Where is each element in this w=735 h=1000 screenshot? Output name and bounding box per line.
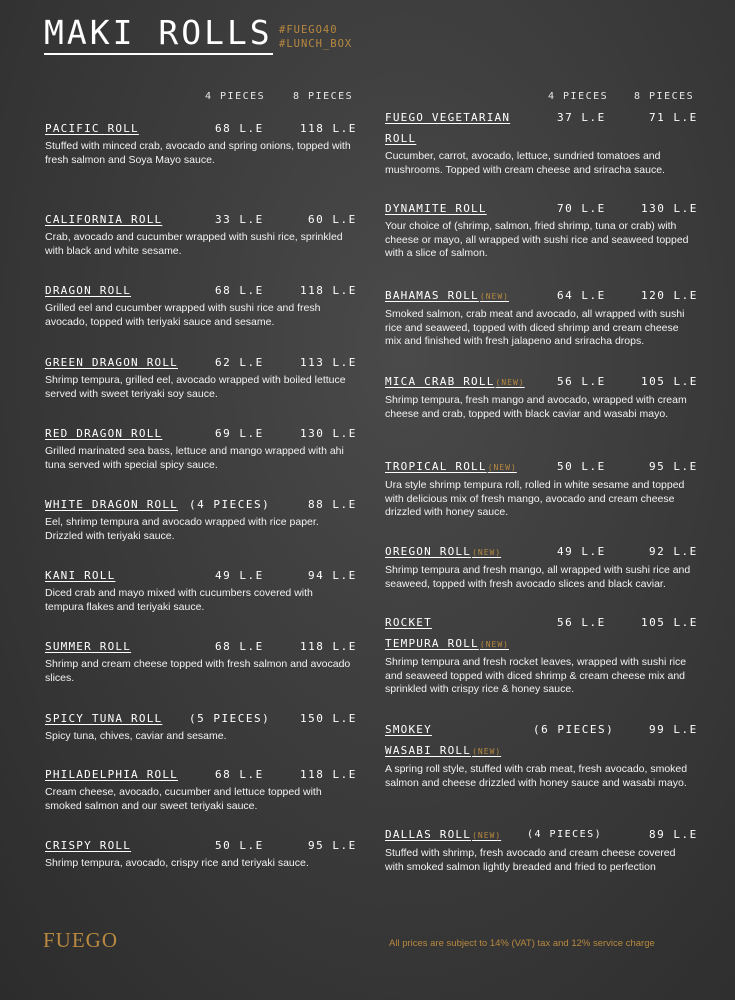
- item-description: Smoked salmon, crab meat and avocado, all wrapped with sushi rice and seaweed, topped with diced shrimp and cream cheese mix and finished with fresh jalapeno and sriracha drops.: [385, 308, 685, 347]
- item-name-text: DALLAS ROLL: [385, 828, 472, 841]
- price-8: 95 L.E: [649, 460, 698, 473]
- hashtag-fuego40: #FUEGO40: [279, 24, 338, 36]
- price: 88 L.E: [308, 498, 357, 511]
- item-description: Shrimp tempura, fresh mango and avocado, wrapped with cream cheese and crab, topped with black caviar and wasabi mayo.: [385, 394, 687, 420]
- price-4: 49 L.E: [557, 545, 606, 558]
- price-8: 92 L.E: [649, 545, 698, 558]
- menu-item-fuego-vegetarian-roll: [385, 111, 698, 177]
- piece-count: (4 PIECES): [189, 498, 271, 511]
- item-description: Cucumber, carrot, avocado, lettuce, sundried tomatoes and mushrooms. Topped with cream cheese and sriracha sauce.: [385, 150, 665, 176]
- item-description: Eel, shrimp tempura and avocado wrapped with rice paper. Drizzled with teriyaki sauce.: [45, 516, 319, 542]
- item-name: SMOKEY: [385, 723, 432, 736]
- new-badge: (NEW): [487, 463, 517, 472]
- fuego-logo: FUEGO: [43, 928, 119, 952]
- menu-title: MAKI ROLLS: [44, 14, 273, 55]
- price-8: 120 L.E: [641, 289, 698, 302]
- item-name: WHITE DRAGON ROLL: [45, 498, 178, 511]
- price-4: 64 L.E: [557, 289, 606, 302]
- item-name-text: MICA CRAB ROLL: [385, 375, 495, 388]
- price-8: 118 L.E: [300, 640, 357, 653]
- price-8: 130 L.E: [641, 202, 698, 215]
- hashtags: [279, 23, 352, 51]
- new-badge: (NEW): [479, 640, 509, 649]
- item-name-text: WASABI ROLL: [385, 744, 472, 757]
- price-8: 95 L.E: [308, 839, 357, 852]
- price: 99 L.E: [649, 723, 698, 736]
- price-8: 71 L.E: [649, 111, 698, 124]
- menu-item-red-dragon-roll: [45, 427, 357, 472]
- menu-item-mica-crab-roll: [385, 375, 698, 421]
- menu-item-dynamite-roll: [385, 202, 698, 261]
- price-4: 37 L.E: [557, 111, 606, 124]
- price-8: 60 L.E: [308, 213, 357, 226]
- item-name: PHILADELPHIA ROLL: [45, 768, 178, 781]
- price-8: 118 L.E: [300, 122, 357, 135]
- header-8-pieces: 8 PIECES: [634, 91, 695, 102]
- piece-count: (6 PIECES): [533, 723, 615, 736]
- item-description: Cream cheese, avocado, cucumber and lettuce topped with smoked salmon and our sweet teriyaki sauce.: [45, 786, 322, 812]
- item-name-text: BAHAMAS ROLL: [385, 289, 479, 302]
- item-description: Stuffed with minced crab, avocado and spring onions, topped with fresh salmon and Soya Mayo sauce.: [45, 140, 351, 166]
- price-4: 68 L.E: [215, 122, 264, 135]
- menu-item-rocket-tempura-roll: [385, 616, 698, 697]
- menu-item-pacific-roll: [45, 122, 357, 167]
- item-description: Shrimp tempura and fresh rocket leaves, wrapped with sushi rice and seaweed topped with diced shrimp & cream cheese mix and sprinkled with crispy rice & honey sauce.: [385, 656, 687, 695]
- item-name: KANI ROLL: [45, 569, 116, 582]
- price-4: 62 L.E: [215, 356, 264, 369]
- item-name: RED DRAGON ROLL: [45, 427, 163, 440]
- price-8: 94 L.E: [308, 569, 357, 582]
- item-name-text: TROPICAL ROLL: [385, 460, 487, 473]
- item-name: ROCKET: [385, 616, 432, 629]
- item-description: Your choice of (shrimp, salmon, fried shrimp, tuna or crab) with cheese or mayo, all wrapped with sushi rice and seaweed topped with a slice of salmon.: [385, 220, 689, 259]
- item-name: [385, 545, 693, 560]
- item-name-text: TEMPURA ROLL: [385, 637, 479, 650]
- price-8: 130 L.E: [300, 427, 357, 440]
- menu-item-dragon-roll: [45, 284, 357, 329]
- menu-item-green-dragon-roll: [45, 356, 357, 401]
- piece-count: (5 PIECES): [189, 712, 271, 725]
- price-8: 105 L.E: [641, 616, 698, 629]
- item-name: FUEGO VEGETARIAN: [385, 111, 511, 124]
- price-4: 70 L.E: [557, 202, 606, 215]
- header-4-pieces: 4 PIECES: [205, 91, 266, 102]
- menu-item-california-roll: [45, 213, 357, 258]
- header-8-pieces: 8 PIECES: [293, 91, 354, 102]
- menu-item-philadelphia-roll: [45, 768, 357, 813]
- item-description: Grilled marinated sea bass, lettuce and mango wrapped with ahi tuna served with special spicy sauce.: [45, 445, 344, 471]
- item-name: SPICY TUNA ROLL: [45, 712, 163, 725]
- price-4: 68 L.E: [215, 284, 264, 297]
- item-name: SUMMER ROLL: [45, 640, 132, 653]
- price-4: 68 L.E: [215, 768, 264, 781]
- price-8: 105 L.E: [641, 375, 698, 388]
- hashtag-lunch-box: #LUNCH_BOX: [279, 38, 353, 50]
- item-description: Shrimp and cream cheese topped with fresh salmon and avocado slices.: [45, 658, 351, 684]
- item-name: [385, 460, 693, 475]
- item-description: Shrimp tempura and fresh mango, all wrapped with sushi rice and seaweed, topped with fresh avocado slices and black caviar.: [385, 564, 691, 590]
- item-name: DYNAMITE ROLL: [385, 202, 487, 215]
- price-8: 113 L.E: [300, 356, 357, 369]
- menu-item-dallas-roll: [385, 828, 698, 874]
- item-name: GREEN DRAGON ROLL: [45, 356, 178, 369]
- price-disclaimer: All prices are subject to 14% (VAT) tax and 12% service charge: [389, 938, 655, 949]
- item-name-text: OREGON ROLL: [385, 545, 472, 558]
- price-8: 118 L.E: [300, 284, 357, 297]
- price-4: 49 L.E: [215, 569, 264, 582]
- item-description: Grilled eel and cucumber wrapped with sushi rice and fresh avocado, topped with teriyaki sauce and sesame.: [45, 302, 321, 328]
- menu-item-crispy-roll: [45, 839, 357, 871]
- price-8: 118 L.E: [300, 768, 357, 781]
- item-description: Spicy tuna, chives, caviar and sesame.: [45, 730, 227, 742]
- price-4: 56 L.E: [557, 375, 606, 388]
- new-badge: (NEW): [479, 292, 509, 301]
- item-description: Crab, avocado and cucumber wrapped with sushi rice, sprinkled with black and white sesame.: [45, 231, 343, 257]
- price-4: 68 L.E: [215, 640, 264, 653]
- item-name: CALIFORNIA ROLL: [45, 213, 163, 226]
- item-name: CRISPY ROLL: [45, 839, 132, 852]
- piece-count: (4 PIECES): [527, 829, 603, 840]
- price-4: 50 L.E: [215, 839, 264, 852]
- price-4: 50 L.E: [557, 460, 606, 473]
- item-name: PACIFIC ROLL: [45, 122, 139, 135]
- price-4: 56 L.E: [557, 616, 606, 629]
- menu-item-tropical-roll: [385, 460, 698, 520]
- price: 150 L.E: [300, 712, 357, 725]
- item-description: Stuffed with shrimp, fresh avocado and cream cheese covered with smoked salmon lightly breaded and fried to perfection: [385, 847, 676, 873]
- item-name: DRAGON ROLL: [45, 284, 132, 297]
- menu-item-smokey-wasabi-roll: [385, 723, 698, 790]
- menu-item-spicy-tuna-roll: [45, 712, 357, 744]
- menu-item-summer-roll: [45, 640, 357, 685]
- price-4: 69 L.E: [215, 427, 264, 440]
- price: 89 L.E: [649, 828, 698, 841]
- new-badge: (NEW): [472, 747, 502, 756]
- item-description: Shrimp tempura, grilled eel, avocado wrapped with boiled lettuce served with sweet teriyaki soy sauce.: [45, 374, 346, 400]
- item-description: Shrimp tempura, avocado, crispy rice and teriyaki sauce.: [45, 857, 309, 869]
- menu-item-kani-roll: [45, 569, 357, 614]
- new-badge: (NEW): [472, 831, 502, 840]
- item-description: Diced crab and mayo mixed with cucumbers covered with tempura flakes and teriyaki sauce.: [45, 587, 313, 613]
- header-4-pieces: 4 PIECES: [548, 91, 609, 102]
- item-description: Ura style shrimp tempura roll, rolled in white sesame and topped with delicious mix of fresh mango, avocado and cream cheese drizzled with honey sauce.: [385, 479, 685, 518]
- new-badge: (NEW): [495, 378, 525, 387]
- item-name-line-2: ROLL: [385, 132, 417, 145]
- item-description: A spring roll style, stuffed with crab meat, fresh avocado, smoked salmon and cheese drizzled with honey sauce and wasabi mayo.: [385, 763, 688, 789]
- price-4: 33 L.E: [215, 213, 264, 226]
- item-name-line-2: [385, 637, 693, 652]
- new-badge: (NEW): [472, 548, 502, 557]
- item-name-line-2: [385, 744, 693, 759]
- menu-item-white-dragon-roll: [45, 498, 357, 543]
- menu-item-bahamas-roll: [385, 289, 698, 349]
- menu-item-oregon-roll: [385, 545, 698, 591]
